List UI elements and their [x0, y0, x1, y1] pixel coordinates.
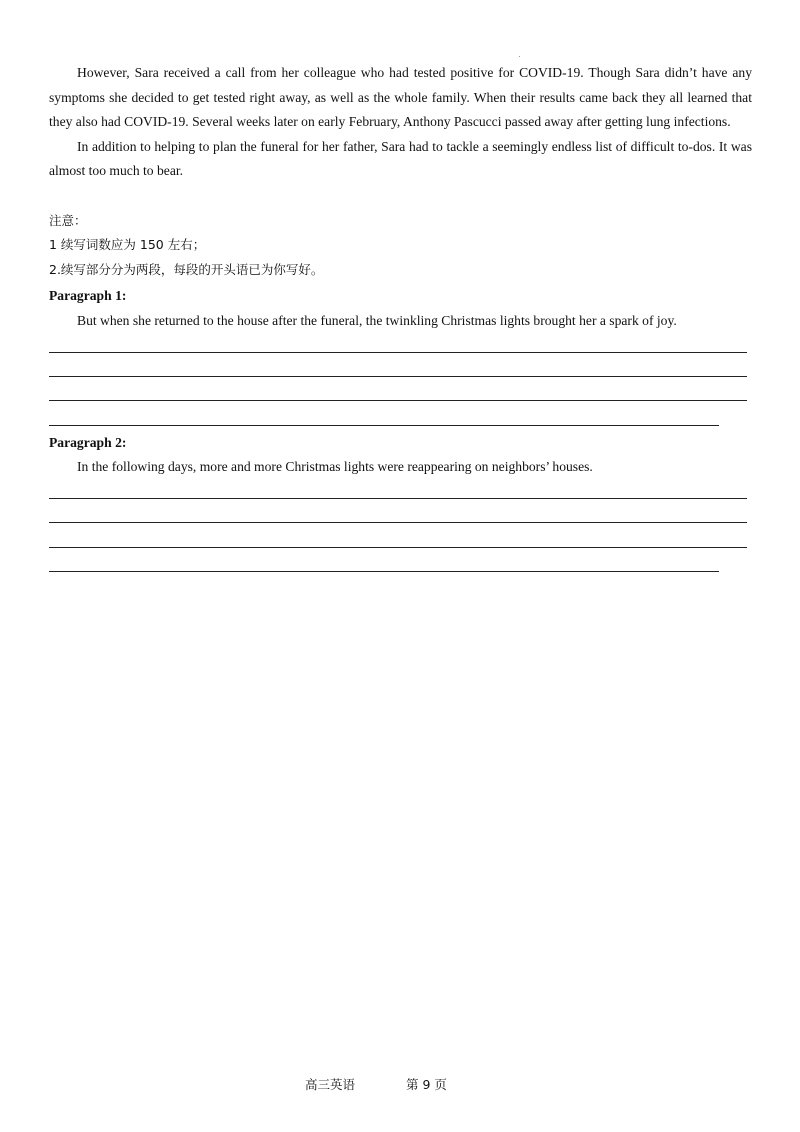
answer-line[interactable] — [49, 352, 747, 353]
notes-item-2: 2.续写部分分为两段，每段的开头语已为你写好。 — [49, 262, 324, 277]
notes-item-1: 1 续写词数应为 150 左右； — [49, 237, 206, 252]
footer-page-number: 第 9 页 — [406, 1077, 447, 1092]
notes-heading: 注意： — [49, 213, 87, 228]
paragraph-2-label: Paragraph 2: — [49, 435, 127, 450]
answer-line[interactable] — [49, 425, 719, 426]
passage — [49, 61, 752, 184]
paragraph-1-opening: But when she returned to the house after the funeral, the twinkling Christmas lights brought her a spark of joy. — [77, 313, 677, 328]
answer-line[interactable] — [49, 522, 747, 523]
passage-paragraph-2: In addition to helping to plan the funeral for her father, Sara had to tackle a seemingly endless list of difficult to-dos. It was almost too much to bear. — [49, 138, 752, 178]
footer-subject: 高三英语 — [305, 1077, 356, 1092]
paragraph-1-label: Paragraph 1: — [49, 288, 127, 303]
paragraph-2-opening: In the following days, more and more Christmas lights were reappearing on neighbors’ houses. — [77, 459, 593, 474]
scan-mark — [519, 56, 520, 57]
answer-line[interactable] — [49, 547, 747, 548]
answer-line[interactable] — [49, 498, 747, 499]
answer-line[interactable] — [49, 571, 719, 572]
answer-line[interactable] — [49, 376, 747, 377]
answer-line[interactable] — [49, 400, 747, 401]
passage-paragraph-1: However, Sara received a call from her colleague who had tested positive for COVID-19. Though Sara didn’t have any symptoms she decided to get tested right away, as well as the whole family. When their results came back they all learned that they also had COVID-19. Several weeks later on early February, Anthony Pascucci passed away after getting lung infections. — [49, 65, 752, 129]
